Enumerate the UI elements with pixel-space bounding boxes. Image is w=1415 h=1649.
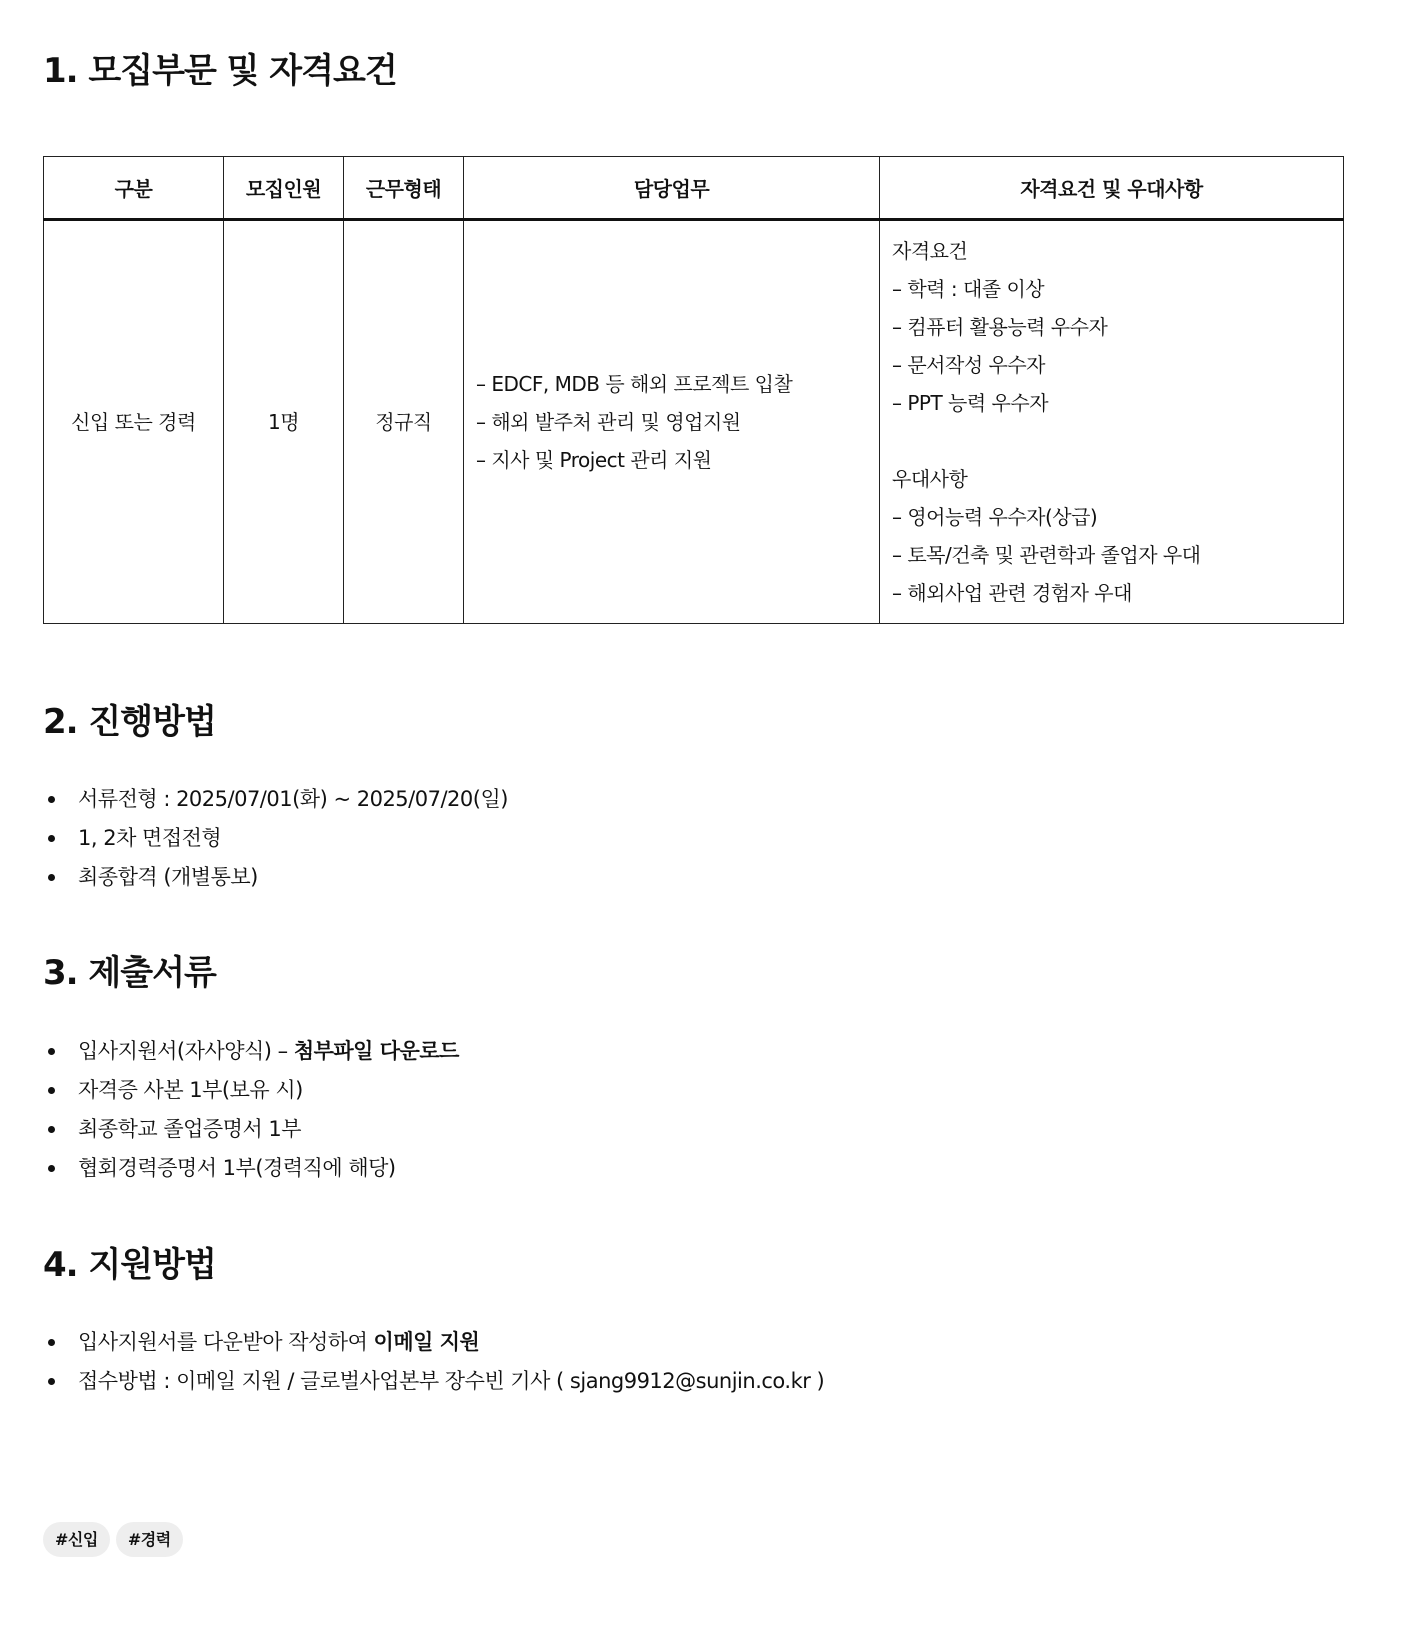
duty-item: – 지사 및 Project 관리 지원 (476, 448, 712, 472)
application-list (43, 1323, 824, 1401)
header-qualifications: 자격요건 및 우대사항 (880, 157, 1344, 220)
bullet-icon (48, 1378, 55, 1385)
qualifications-heading: 자격요건 (892, 239, 968, 263)
section-title-application: 4. 지원방법 (43, 1245, 216, 1285)
list-item-emphasis: 이메일 지원 (373, 1330, 480, 1354)
cell-duties (464, 220, 880, 624)
duty-item: – 해외 발주처 관리 및 영업지원 (476, 410, 741, 434)
bullet-icon (48, 1165, 55, 1172)
cell-qualifications (880, 220, 1344, 624)
tag-list (43, 1522, 183, 1557)
preference-item: – 영어능력 우수자(상급) (892, 505, 1098, 529)
qualification-item: – PPT 능력 우수자 (892, 391, 1049, 415)
bullet-icon (48, 796, 55, 803)
bullet-icon (48, 1087, 55, 1094)
list-item (43, 819, 508, 858)
list-item-text: 접수방법 : 이메일 지원 / 글로벌사업본부 장수빈 기사 ( sjang9912@sunjin.co.kr ) (78, 1369, 825, 1393)
bullet-icon (48, 1126, 55, 1133)
list-item (43, 1110, 459, 1149)
employment-type-value: 정규직 (375, 410, 432, 434)
section-title-process: 2. 진행방법 (43, 702, 216, 742)
list-item (43, 1149, 459, 1188)
recruitment-table (43, 156, 1344, 624)
list-item-text: 최종합격 (개별통보) (78, 865, 258, 889)
duty-item: – EDCF, MDB 등 해외 프로젝트 입찰 (476, 372, 793, 396)
headcount-value: 1명 (267, 410, 300, 434)
header-employment-type: 근무형태 (344, 157, 464, 220)
bullet-icon (48, 835, 55, 842)
header-duties: 담당업무 (464, 157, 880, 220)
attachment-download-link[interactable]: 첨부파일 다운로드 (293, 1039, 459, 1063)
preferences-heading: 우대사항 (892, 467, 968, 491)
list-item (43, 858, 508, 897)
list-item-text: 서류전형 : 2025/07/01(화) ~ 2025/07/20(일) (78, 787, 508, 811)
list-item-text: 협회경력증명서 1부(경력직에 해당) (78, 1156, 396, 1180)
list-item (43, 780, 508, 819)
list-item (43, 1032, 459, 1071)
table-header-row (44, 157, 1344, 220)
qualification-item: – 문서작성 우수자 (892, 353, 1045, 377)
list-item-text: 입사지원서(자사양식) – (78, 1039, 294, 1063)
list-item (43, 1323, 824, 1362)
category-value: 신입 또는 경력 (71, 410, 196, 434)
list-item (43, 1362, 824, 1401)
list-item-text: 자격증 사본 1부(보유 시) (78, 1078, 303, 1102)
section-title-documents: 3. 제출서류 (43, 953, 216, 993)
qualification-item: – 학력 : 대졸 이상 (892, 277, 1045, 301)
cell-employment-type (344, 220, 464, 624)
bullet-icon (48, 1048, 55, 1055)
process-list (43, 780, 508, 897)
table-row (44, 220, 1344, 624)
cell-category (44, 220, 224, 624)
section-title-recruitment: 1. 모집부문 및 자격요건 (43, 51, 397, 91)
documents-list (43, 1032, 459, 1188)
spacer (892, 422, 1331, 460)
preference-item: – 토목/건축 및 관련학과 졸업자 우대 (892, 543, 1201, 567)
header-headcount: 모집인원 (224, 157, 344, 220)
cell-headcount (224, 220, 344, 624)
list-item (43, 1071, 459, 1110)
header-category: 구분 (44, 157, 224, 220)
qualification-item: – 컴퓨터 활용능력 우수자 (892, 315, 1108, 339)
tag-newcomer[interactable]: #신입 (43, 1522, 110, 1557)
list-item-text: 최종학교 졸업증명서 1부 (78, 1117, 302, 1141)
list-item-text: 1, 2차 면접전형 (78, 826, 222, 850)
bullet-icon (48, 1339, 55, 1346)
bullet-icon (48, 874, 55, 881)
tag-experienced[interactable]: #경력 (116, 1522, 183, 1557)
list-item-text: 입사지원서를 다운받아 작성하여 (78, 1330, 374, 1354)
preference-item: – 해외사업 관련 경험자 우대 (892, 581, 1132, 605)
